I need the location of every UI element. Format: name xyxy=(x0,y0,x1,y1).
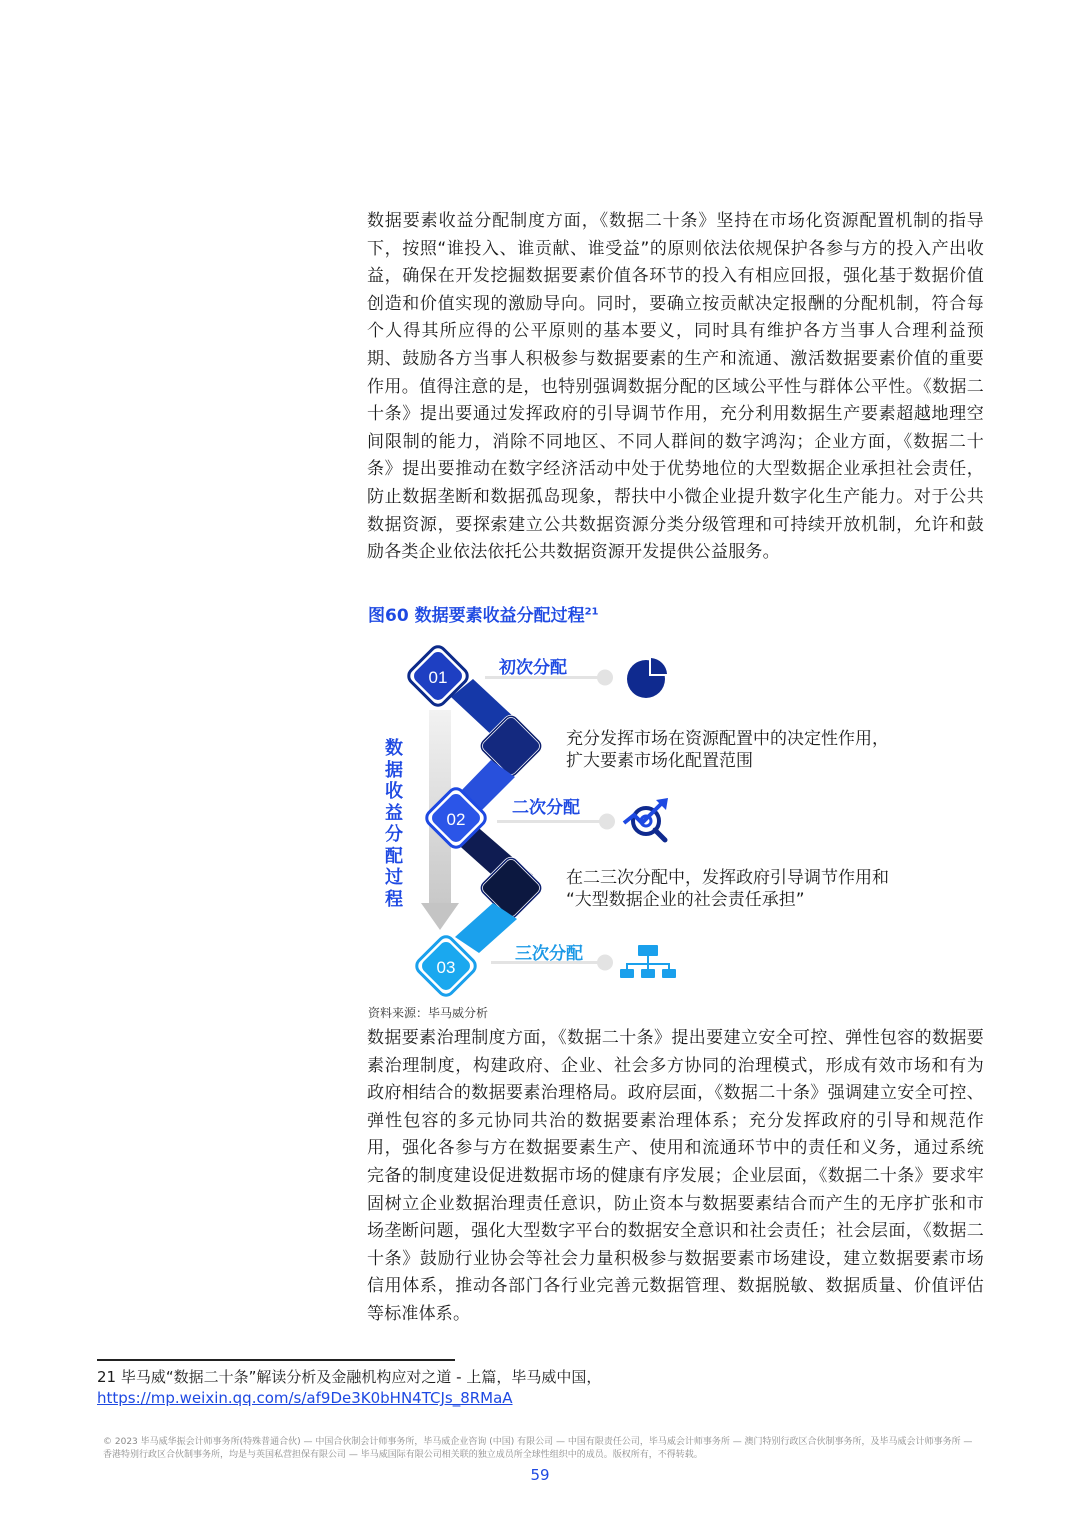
step-03-number: 03 xyxy=(436,958,456,977)
vertical-char: 益 xyxy=(385,802,403,824)
legal-notice: © 2023 毕马威华振会计师事务所(特殊普通合伙) — 中国合伙制会计师事务所，毕马威企业咨询 (中国) 有限公司 — 中国有限责任公司，毕马威会计师事务所 — 澳门特别行政区合伙制事务所，及毕马威会计师事务所 — 香港特别行政区合伙制事务所，均是与英国私营担保有限公司 — 毕马威国际有限公司相关联的独立成员所全球性组织中的成员。版权所有，不得转载。 xyxy=(103,1437,973,1460)
page-number: 59 xyxy=(530,1466,550,1484)
description-line: “大型数据企业的社会责任承担” xyxy=(566,890,805,910)
figure-title-text: 图60 数据要素收益分配过程 xyxy=(368,606,585,626)
hierarchy-network-icon xyxy=(620,945,676,978)
step-03-label: 三次分配 xyxy=(515,944,583,964)
target-analysis-icon xyxy=(624,798,668,840)
vertical-char: 分 xyxy=(385,824,403,845)
vertical-char: 配 xyxy=(385,845,403,867)
step-02-number: 02 xyxy=(446,810,466,829)
step-01-label: 初次分配 xyxy=(499,658,567,678)
footnote-link[interactable]: https://mp.weixin.qq.com/s/af9De3K0bHN4TCJs_8RMaA xyxy=(97,1389,513,1407)
step-description-2 xyxy=(566,867,889,911)
figure-source: 资料来源：毕马威分析 xyxy=(368,1006,489,1020)
step-02-label: 二次分配 xyxy=(512,798,580,818)
vertical-char: 数 xyxy=(385,738,403,759)
description-line: 在二三次分配中，发挥政府引导调节作用和 xyxy=(566,868,889,888)
pie-chart-icon xyxy=(627,656,669,698)
connector-01-band xyxy=(451,679,544,779)
figure-title xyxy=(368,601,599,626)
description-line: 充分发挥市场在资源配置中的决定性作用， xyxy=(566,729,889,749)
step-description-1 xyxy=(566,728,889,772)
step-01-number: 01 xyxy=(428,668,448,687)
vertical-char: 收 xyxy=(385,781,403,802)
body-paragraph-income-distribution: 数据要素收益分配制度方面，《数据二十条》坚持在市场化资源配置机制的指导下，按照“谁投入、谁贡献、谁受益”的原则依法依规保护各参与方的投入产出收益，确保在开发挖掘数据要素价值各环节的投入有相应回报，强化基于数据价值创造和价值实现的激励导向。同时，要确立按贡献决定报酬的分配机制，符合每个人得其所应得的公平原则的基本要义，同时具有维护各方当事人合理利益预期、鼓励各方当事人积极参与数据要素的生产和流通、激活数据要素价值的重要作用。值得注意的是，也特别强调数据分配的区域公平性与群体公平性。《数据二十条》提出要通过发挥政府的引导调节作用，充分利用数据生产要素超越地理空间限制的能力，消除不同地区、不同人群间的数字鸿沟；企业方面，《数据二十条》提出要推动在数字经济活动中处于优势地位的大型数据企业承担社会责任，防止数据垄断和数据孤岛现象，帮扶中小微企业提升数字化生产能力。对于公共数据资源，要探索建立公共数据资源分类分级管理和可持续开放机制，允许和鼓励各类企业依法依托公共数据资源开发提供公益服务。 xyxy=(367,211,984,563)
body-paragraph-governance: 数据要素治理制度方面，《数据二十条》提出要建立安全可控、弹性包容的数据要素治理制度，构建政府、企业、社会多方协同的治理模式，形成有效市场和有为政府相结合的数据要素治理格局。政府层面，《数据二十条》强调建立安全可控、弹性包容的多元协同共治的数据要素治理体系；充分发挥政府的引导和规范作用，强化各参与方在数据要素生产、使用和流通环节中的责任和义务，通过系统完备的制度建设促进数据市场的健康有序发展；企业层面，《数据二十条》要求牢固树立企业数据治理责任意识，防止资本与数据要素结合而产生的无序扩张和市场垄断问题，强化大型数字平台的数据安全意识和社会责任；社会层面，《数据二十条》鼓励行业协会等社会力量积极参与数据要素市场建设，建立数据要素市场信用体系，推动各部门各行业完善元数据管理、数据脱敏、数据质量、价值评估等标准体系。 xyxy=(367,1028,984,1324)
footnote xyxy=(97,1367,601,1409)
footnote-text: 21 毕马威“数据二十条”解读分析及金融机构应对之道 - 上篇，毕马威中国， xyxy=(97,1368,602,1386)
vertical-char: 过 xyxy=(385,867,403,888)
description-line: 扩大要素市场化配置范围 xyxy=(566,751,753,771)
footnote-reference[interactable]: 21 xyxy=(584,606,599,618)
footnote-divider xyxy=(97,1359,455,1361)
vertical-char: 程 xyxy=(385,888,403,910)
vertical-char: 据 xyxy=(385,759,403,781)
